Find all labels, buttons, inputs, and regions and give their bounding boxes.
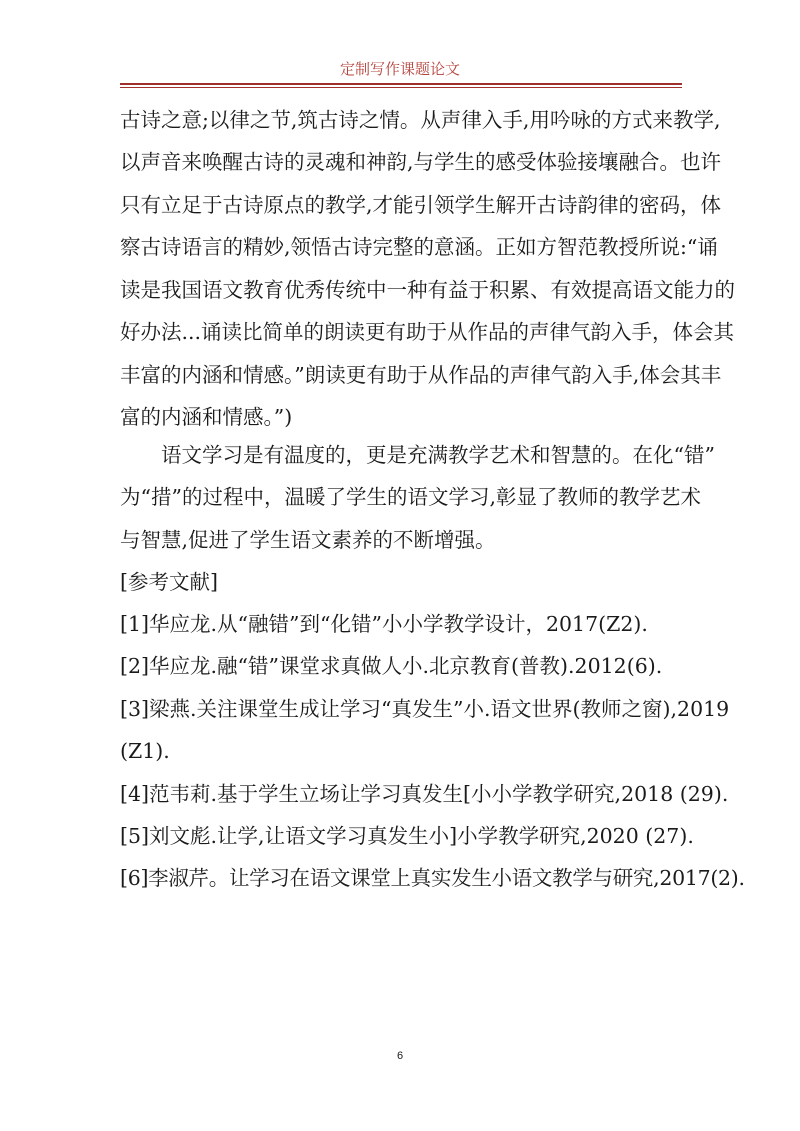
reference-item: [3]梁燕.关注课堂生成让学习“真发生”小.语文世界(教师之窗),2019 bbox=[120, 697, 730, 721]
paragraph-line: 读是我国语文教育优秀传统中一种有益于积累、有效提高语文能力的 bbox=[120, 278, 735, 302]
reference-item: [2]华应龙.融“错”课堂求真做人小.北京教育(普教).2012(6). bbox=[120, 654, 663, 678]
reference-item: (Z1). bbox=[120, 739, 170, 763]
header-title: 定制写作课题论文 bbox=[339, 60, 460, 78]
reference-item: [5]刘文彪.让学,让语文学习真发生小]小学教学研究,2020 (27). bbox=[120, 824, 694, 848]
paragraph-line: 丰富的内涵和情感。”朗读更有助于从作品的声律气韵入手,体会其丰 bbox=[120, 363, 722, 387]
paragraph-line: 只有立足于古诗原点的教学,才能引领学生解开古诗韵律的密码，体 bbox=[120, 193, 722, 217]
paragraph-line: 富的内涵和情感。”) bbox=[120, 405, 293, 429]
page-number: 6 bbox=[396, 1050, 404, 1062]
reference-item: [4]范韦莉.基于学生立场让学习真发生[小小学教学研究,2018 (29). bbox=[120, 782, 729, 806]
paragraph-line: 与智慧,促进了学生语文素养的不断增强。 bbox=[120, 528, 496, 552]
paragraph-line: 察古诗语言的精妙,领悟古诗完整的意涵。正如方智范教授所说:“诵 bbox=[120, 235, 718, 259]
references-heading: [参考文献] bbox=[120, 570, 218, 594]
reference-item: [1]华应龙.从“融错”到“化错”小小学教学设计，2017(Z2). bbox=[120, 612, 648, 636]
header-rule bbox=[120, 83, 682, 88]
paragraph-line: 以声音来唤醒古诗的灵魂和神韵,与学生的感受体验接壤融合。也许 bbox=[120, 150, 722, 174]
reference-item: [6]李淑芹。让学习在语文课堂上真实发生小语文教学与研究,2017(2). bbox=[120, 866, 745, 890]
paragraph-line: 为“措”的过程中，温暖了学生的语文学习,彰显了教师的教学艺术 bbox=[120, 485, 701, 509]
paragraph-line: 古诗之意;以律之节,筑古诗之情。从声律入手,用吟咏的方式来教学, bbox=[120, 108, 721, 132]
paragraph-line: 语文学习是有温度的，更是充满教学艺术和智慧的。在化“错” bbox=[161, 443, 715, 467]
paragraph-line: 好办法...诵读比简单的朗读更有助于从作品的声律气韵入手，体会其 bbox=[120, 320, 735, 344]
